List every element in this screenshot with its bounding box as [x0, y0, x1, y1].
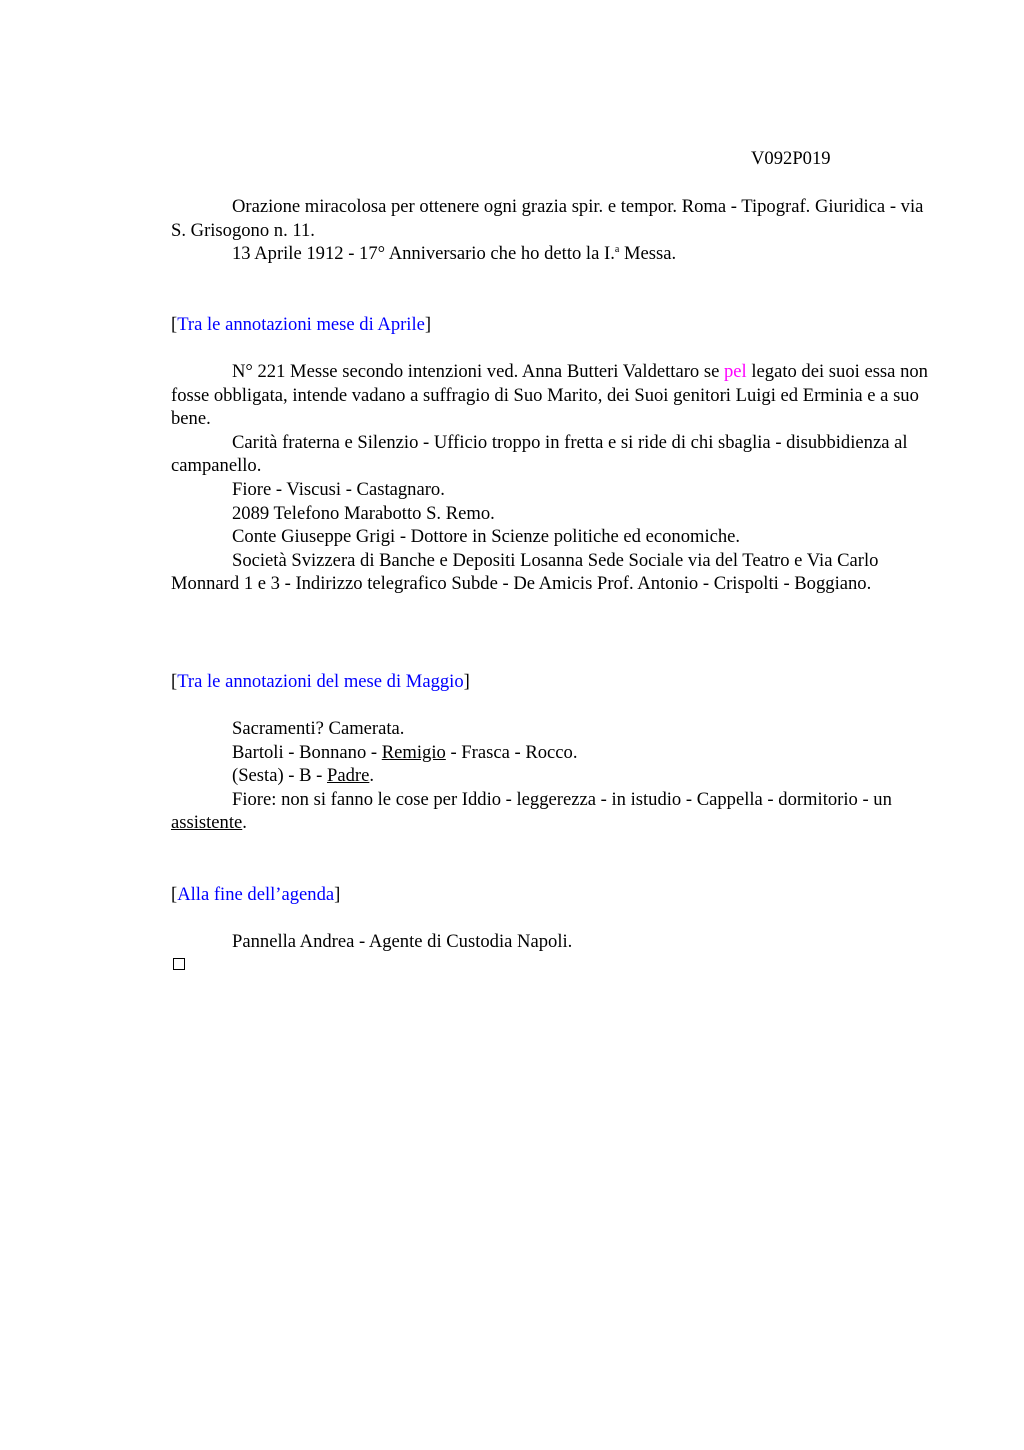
april-paragraph-3: Fiore - Viscusi - Castagnaro. [232, 478, 445, 500]
may-paragraph-3: (Sesta) - B - Padre. [232, 765, 375, 787]
may-heading: [Tra le annotazioni del mese di Maggio] [171, 671, 470, 692]
april-section [171, 360, 933, 596]
checkbox-square-icon [173, 958, 185, 970]
april-paragraph-2: Carità fraterna e Silenzio - Ufficio troppo in fretta e si ride di chi sbaglia - disubbidienza al campanello. [171, 431, 908, 477]
may-paragraph-4: Fiore: non si fanno le cose per Iddio - leggerezza - in istudio - Cappella - dormitorio - un assistente. [171, 788, 892, 834]
intro-paragraph-2: 13 Aprile 1912 - 17° Anniversario che ho detto la I.$^a$ Messa. [232, 243, 677, 265]
april-heading: [Tra le annotazioni mese di Aprile] [171, 314, 432, 335]
april-paragraph-4: 2089 Telefono Marabotto S. Remo. [232, 502, 495, 524]
may-paragraph-1: Sacramenti? Camerata. [232, 718, 405, 739]
may-heading-text: Tra le annotazioni del mese di Maggio [177, 671, 464, 692]
april-heading-text: Tra le annotazioni mese di Aprile [177, 314, 425, 335]
may-paragraph-2: Bartoli - Bonnano - Remigio - Frasca - Rocco. [232, 741, 578, 763]
underlined-word: assistente [171, 812, 243, 834]
document-code: V092P019 [751, 148, 831, 169]
end-paragraph-1: Pannella Andrea - Agente di Custodia Napoli. [232, 931, 573, 952]
april-paragraph-1: N° 221 Messe secondo intenzioni ved. Anna Butteri Valdettaro se pel legato dei suoi essa non fosse obbligata, intende vadano a suffragio di Suo Marito, dei Suoi genitori Luigi ed Erminia e a suo bene. [171, 361, 928, 430]
may-section [171, 717, 933, 835]
highlight-word: pel [723, 361, 747, 382]
intro-section [171, 195, 933, 266]
end-section [171, 930, 933, 954]
intro-paragraph-1: Orazione miracolosa per ottenere ogni grazia spir. e tempor. Roma - Tipograf. Giuridica - via S. Grisogono n. 11. [171, 196, 924, 241]
april-paragraph-5: Conte Giuseppe Grigi - Dottore in Scienze politiche ed economiche. [232, 526, 741, 548]
underlined-word: Padre [327, 765, 370, 787]
april-paragraph-6: Società Svizzera di Banche e Depositi Losanna Sede Sociale via del Teatro e Via Carlo Monnard 1 e 3 - Indirizzo telegrafico Subde - De Amicis Prof. Antonio - Crispolti - Boggiano. [171, 549, 879, 595]
underlined-word: Remigio [381, 741, 446, 763]
end-heading: [Alla fine dell’agenda] [171, 884, 341, 905]
end-heading-text: Alla fine dell’agenda [177, 884, 335, 905]
